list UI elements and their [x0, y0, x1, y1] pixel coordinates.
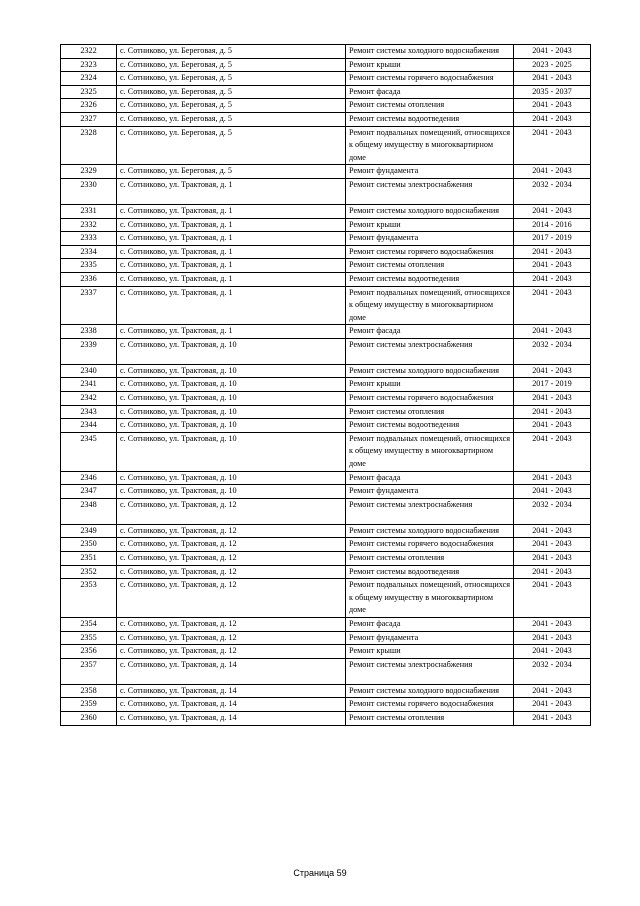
row-number: 2350 [61, 538, 117, 552]
row-number: 2343 [61, 405, 117, 419]
table-row [61, 99, 591, 113]
address-cell: с. Сотниково, ул. Трактовая, д. 12 [117, 579, 346, 618]
row-number: 2354 [61, 617, 117, 631]
period-cell: 2041 - 2043 [514, 126, 591, 165]
table-row [61, 325, 591, 339]
period-cell: 2032 - 2034 [514, 338, 591, 364]
address-cell: с. Сотниково, ул. Трактовая, д. 12 [117, 617, 346, 631]
period-cell: 2035 - 2037 [514, 85, 591, 99]
address-cell: с. Сотниково, ул. Трактовая, д. 12 [117, 645, 346, 659]
work-type-cell: Ремонт системы отопления [346, 552, 514, 566]
row-number: 2331 [61, 204, 117, 218]
work-type-cell: Ремонт системы отопления [346, 711, 514, 725]
repair-schedule-table [60, 44, 591, 726]
address-cell: с. Сотниково, ул. Трактовая, д. 10 [117, 364, 346, 378]
period-cell: 2041 - 2043 [514, 272, 591, 286]
row-number: 2329 [61, 165, 117, 179]
address-cell: с. Сотниково, ул. Трактовая, д. 10 [117, 432, 346, 471]
address-cell: с. Сотниково, ул. Береговая, д. 5 [117, 58, 346, 72]
period-cell: 2032 - 2034 [514, 498, 591, 524]
table-row [61, 338, 591, 364]
period-cell: 2041 - 2043 [514, 471, 591, 485]
period-cell: 2041 - 2043 [514, 524, 591, 538]
work-type-cell: Ремонт системы холодного водоснабжения [346, 524, 514, 538]
period-cell: 2041 - 2043 [514, 392, 591, 406]
table-row [61, 45, 591, 59]
period-cell: 2014 - 2016 [514, 218, 591, 232]
table-row [61, 538, 591, 552]
work-type-cell: Ремонт фундамента [346, 631, 514, 645]
address-cell: с. Сотниково, ул. Трактовая, д. 12 [117, 524, 346, 538]
address-cell: с. Сотниково, ул. Трактовая, д. 12 [117, 565, 346, 579]
address-cell: с. Сотниково, ул. Трактовая, д. 14 [117, 684, 346, 698]
table-row [61, 684, 591, 698]
row-number: 2323 [61, 58, 117, 72]
work-type-cell: Ремонт крыши [346, 58, 514, 72]
table-row [61, 72, 591, 86]
work-type-cell: Ремонт системы электроснабжения [346, 338, 514, 364]
period-cell: 2041 - 2043 [514, 617, 591, 631]
row-number: 2322 [61, 45, 117, 59]
work-type-cell: Ремонт подвальных помещений, относящихся к общему имуществу в многоквартирном доме [346, 286, 514, 325]
work-type-cell: Ремонт фундамента [346, 485, 514, 499]
work-type-cell: Ремонт системы водоотведения [346, 565, 514, 579]
work-type-cell: Ремонт фасада [346, 617, 514, 631]
row-number: 2355 [61, 631, 117, 645]
address-cell: с. Сотниково, ул. Береговая, д. 5 [117, 72, 346, 86]
address-cell: с. Сотниково, ул. Трактовая, д. 1 [117, 232, 346, 246]
period-cell: 2017 - 2019 [514, 378, 591, 392]
work-type-cell: Ремонт фасада [346, 85, 514, 99]
address-cell: с. Сотниково, ул. Трактовая, д. 10 [117, 405, 346, 419]
row-number: 2333 [61, 232, 117, 246]
table-row [61, 485, 591, 499]
row-number: 2338 [61, 325, 117, 339]
period-cell: 2041 - 2043 [514, 419, 591, 433]
address-cell: с. Сотниково, ул. Трактовая, д. 1 [117, 218, 346, 232]
work-type-cell: Ремонт системы холодного водоснабжения [346, 45, 514, 59]
row-number: 2359 [61, 698, 117, 712]
work-type-cell: Ремонт системы холодного водоснабжения [346, 204, 514, 218]
period-cell: 2041 - 2043 [514, 631, 591, 645]
period-cell: 2041 - 2043 [514, 645, 591, 659]
table-row [61, 286, 591, 325]
address-cell: с. Сотниково, ул. Трактовая, д. 10 [117, 392, 346, 406]
period-cell: 2041 - 2043 [514, 204, 591, 218]
work-type-cell: Ремонт системы электроснабжения [346, 498, 514, 524]
row-number: 2332 [61, 218, 117, 232]
row-number: 2335 [61, 259, 117, 273]
table-row [61, 259, 591, 273]
work-type-cell: Ремонт системы горячего водоснабжения [346, 72, 514, 86]
period-cell: 2041 - 2043 [514, 45, 591, 59]
table-row [61, 112, 591, 126]
work-type-cell: Ремонт крыши [346, 218, 514, 232]
period-cell: 2041 - 2043 [514, 165, 591, 179]
address-cell: с. Сотниково, ул. Трактовая, д. 1 [117, 272, 346, 286]
period-cell: 2032 - 2034 [514, 658, 591, 684]
address-cell: с. Сотниково, ул. Береговая, д. 5 [117, 112, 346, 126]
table-row [61, 245, 591, 259]
table-row [61, 85, 591, 99]
address-cell: с. Сотниково, ул. Трактовая, д. 10 [117, 485, 346, 499]
row-number: 2325 [61, 85, 117, 99]
work-type-cell: Ремонт системы отопления [346, 259, 514, 273]
work-type-cell: Ремонт подвальных помещений, относящихся к общему имуществу в многоквартирном доме [346, 126, 514, 165]
address-cell: с. Сотниково, ул. Трактовая, д. 12 [117, 538, 346, 552]
table-body [61, 45, 591, 726]
address-cell: с. Сотниково, ул. Трактовая, д. 10 [117, 419, 346, 433]
row-number: 2327 [61, 112, 117, 126]
period-cell: 2041 - 2043 [514, 72, 591, 86]
address-cell: с. Сотниково, ул. Трактовая, д. 1 [117, 178, 346, 204]
period-cell: 2041 - 2043 [514, 405, 591, 419]
address-cell: с. Сотниково, ул. Береговая, д. 5 [117, 85, 346, 99]
period-cell: 2041 - 2043 [514, 364, 591, 378]
page-number: Страница 59 [293, 868, 347, 878]
work-type-cell: Ремонт крыши [346, 645, 514, 659]
work-type-cell: Ремонт подвальных помещений, относящихся к общему имуществу в многоквартирном доме [346, 579, 514, 618]
table-row [61, 432, 591, 471]
table-row [61, 232, 591, 246]
period-cell: 2041 - 2043 [514, 684, 591, 698]
table-row [61, 631, 591, 645]
work-type-cell: Ремонт системы водоотведения [346, 419, 514, 433]
row-number: 2349 [61, 524, 117, 538]
work-type-cell: Ремонт системы горячего водоснабжения [346, 245, 514, 259]
address-cell: с. Сотниково, ул. Трактовая, д. 1 [117, 204, 346, 218]
table-row [61, 552, 591, 566]
work-type-cell: Ремонт системы водоотведения [346, 112, 514, 126]
work-type-cell: Ремонт системы водоотведения [346, 272, 514, 286]
row-number: 2337 [61, 286, 117, 325]
address-cell: с. Сотниково, ул. Трактовая, д. 14 [117, 698, 346, 712]
row-number: 2328 [61, 126, 117, 165]
period-cell: 2041 - 2043 [514, 325, 591, 339]
table-row [61, 405, 591, 419]
row-number: 2357 [61, 658, 117, 684]
table-row [61, 126, 591, 165]
row-number: 2324 [61, 72, 117, 86]
table-row [61, 711, 591, 725]
row-number: 2352 [61, 565, 117, 579]
work-type-cell: Ремонт системы горячего водоснабжения [346, 392, 514, 406]
table-row [61, 165, 591, 179]
work-type-cell: Ремонт фасада [346, 325, 514, 339]
period-cell: 2041 - 2043 [514, 432, 591, 471]
row-number: 2348 [61, 498, 117, 524]
period-cell: 2041 - 2043 [514, 538, 591, 552]
work-type-cell: Ремонт системы электроснабжения [346, 658, 514, 684]
table-row [61, 565, 591, 579]
address-cell: с. Сотниково, ул. Береговая, д. 5 [117, 165, 346, 179]
address-cell: с. Сотниково, ул. Трактовая, д. 1 [117, 245, 346, 259]
period-cell: 2041 - 2043 [514, 245, 591, 259]
address-cell: с. Сотниково, ул. Трактовая, д. 10 [117, 471, 346, 485]
table-row [61, 698, 591, 712]
row-number: 2351 [61, 552, 117, 566]
period-cell: 2041 - 2043 [514, 698, 591, 712]
table-row [61, 392, 591, 406]
table-row [61, 645, 591, 659]
work-type-cell: Ремонт системы электроснабжения [346, 178, 514, 204]
work-type-cell: Ремонт фундамента [346, 165, 514, 179]
address-cell: с. Сотниково, ул. Береговая, д. 5 [117, 126, 346, 165]
row-number: 2345 [61, 432, 117, 471]
address-cell: с. Сотниково, ул. Береговая, д. 5 [117, 99, 346, 113]
address-cell: с. Сотниково, ул. Трактовая, д. 12 [117, 631, 346, 645]
row-number: 2360 [61, 711, 117, 725]
row-number: 2341 [61, 378, 117, 392]
period-cell: 2041 - 2043 [514, 99, 591, 113]
row-number: 2344 [61, 419, 117, 433]
address-cell: с. Сотниково, ул. Трактовая, д. 10 [117, 338, 346, 364]
work-type-cell: Ремонт системы холодного водоснабжения [346, 684, 514, 698]
row-number: 2342 [61, 392, 117, 406]
period-cell: 2032 - 2034 [514, 178, 591, 204]
address-cell: с. Сотниково, ул. Трактовая, д. 12 [117, 552, 346, 566]
work-type-cell: Ремонт фасада [346, 471, 514, 485]
table-row [61, 204, 591, 218]
work-type-cell: Ремонт системы отопления [346, 99, 514, 113]
row-number: 2347 [61, 485, 117, 499]
row-number: 2340 [61, 364, 117, 378]
work-type-cell: Ремонт системы отопления [346, 405, 514, 419]
table-row [61, 498, 591, 524]
work-type-cell: Ремонт системы горячего водоснабжения [346, 538, 514, 552]
table-row [61, 524, 591, 538]
table-row [61, 364, 591, 378]
period-cell: 2041 - 2043 [514, 565, 591, 579]
period-cell: 2041 - 2043 [514, 579, 591, 618]
period-cell: 2041 - 2043 [514, 485, 591, 499]
row-number: 2358 [61, 684, 117, 698]
row-number: 2336 [61, 272, 117, 286]
address-cell: с. Сотниково, ул. Трактовая, д. 14 [117, 658, 346, 684]
period-cell: 2041 - 2043 [514, 286, 591, 325]
row-number: 2353 [61, 579, 117, 618]
period-cell: 2017 - 2019 [514, 232, 591, 246]
table-row [61, 218, 591, 232]
work-type-cell: Ремонт подвальных помещений, относящихся к общему имуществу в многоквартирном доме [346, 432, 514, 471]
row-number: 2356 [61, 645, 117, 659]
table-row [61, 617, 591, 631]
table-row [61, 178, 591, 204]
period-cell: 2041 - 2043 [514, 711, 591, 725]
address-cell: с. Сотниково, ул. Трактовая, д. 12 [117, 498, 346, 524]
address-cell: с. Сотниково, ул. Трактовая, д. 1 [117, 259, 346, 273]
row-number: 2330 [61, 178, 117, 204]
period-cell: 2023 - 2025 [514, 58, 591, 72]
period-cell: 2041 - 2043 [514, 112, 591, 126]
table-row [61, 471, 591, 485]
row-number: 2326 [61, 99, 117, 113]
period-cell: 2041 - 2043 [514, 552, 591, 566]
table-row [61, 419, 591, 433]
row-number: 2339 [61, 338, 117, 364]
row-number: 2334 [61, 245, 117, 259]
work-type-cell: Ремонт системы горячего водоснабжения [346, 698, 514, 712]
work-type-cell: Ремонт системы холодного водоснабжения [346, 364, 514, 378]
address-cell: с. Сотниково, ул. Береговая, д. 5 [117, 45, 346, 59]
address-cell: с. Сотниково, ул. Трактовая, д. 14 [117, 711, 346, 725]
address-cell: с. Сотниково, ул. Трактовая, д. 10 [117, 378, 346, 392]
table-row [61, 658, 591, 684]
work-type-cell: Ремонт крыши [346, 378, 514, 392]
table-row [61, 272, 591, 286]
work-type-cell: Ремонт фундамента [346, 232, 514, 246]
table-row [61, 378, 591, 392]
period-cell: 2041 - 2043 [514, 259, 591, 273]
address-cell: с. Сотниково, ул. Трактовая, д. 1 [117, 325, 346, 339]
table-row [61, 58, 591, 72]
row-number: 2346 [61, 471, 117, 485]
address-cell: с. Сотниково, ул. Трактовая, д. 1 [117, 286, 346, 325]
table-row [61, 579, 591, 618]
